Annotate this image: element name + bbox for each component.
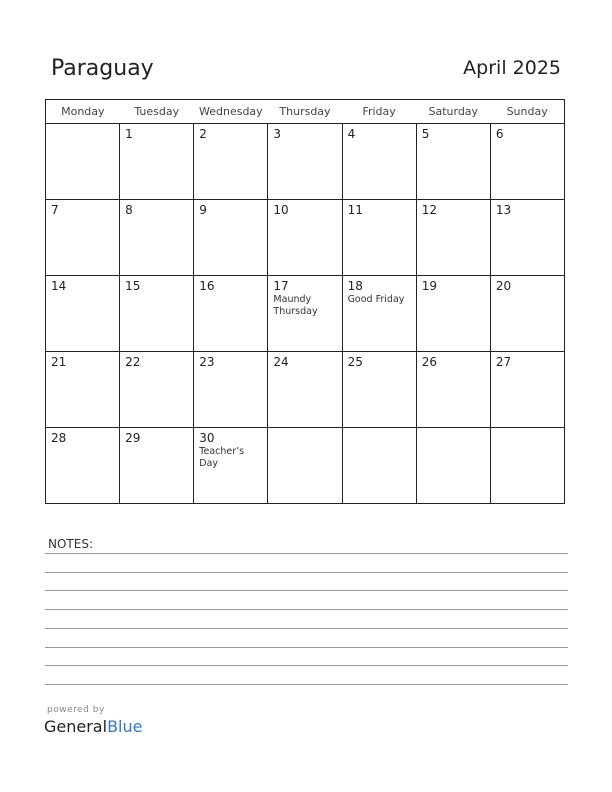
calendar-week-row [46, 200, 565, 276]
calendar-week-row [46, 276, 565, 352]
day-number: 7 [51, 203, 59, 217]
weekday-tuesday: Tuesday [120, 100, 194, 124]
notes-line [45, 665, 568, 666]
day-number: 26 [421, 355, 437, 369]
day-number: 27 [495, 355, 512, 369]
day-number: 12 [421, 203, 437, 217]
calendar-day-cell[interactable] [46, 276, 120, 352]
calendar-day-cell[interactable] [490, 124, 564, 200]
notes-line [45, 609, 568, 610]
calendar-day-cell[interactable] [120, 124, 194, 200]
calendar-day-cell[interactable] [120, 352, 194, 428]
notes-line [45, 628, 568, 629]
day-number: 30 [199, 431, 215, 445]
calendar-day-cell[interactable] [194, 200, 268, 276]
calendar-day-cell[interactable] [268, 428, 342, 504]
day-number: 1 [125, 127, 133, 141]
day-number: 18 [347, 279, 363, 293]
weekday-thursday: Thursday [268, 100, 342, 124]
calendar-day-cell[interactable] [490, 428, 564, 504]
calendar-week-row [46, 124, 565, 200]
calendar-week-row [46, 352, 565, 428]
day-number: 10 [273, 203, 289, 217]
day-number: 22 [125, 355, 141, 369]
day-number: 20 [495, 279, 512, 293]
calendar-day-cell[interactable] [416, 276, 490, 352]
weekday-sunday: Sunday [490, 100, 564, 124]
day-number: 11 [347, 203, 363, 217]
powered-by-text: powered by [47, 705, 105, 715]
generalblue-logo[interactable] [44, 717, 142, 736]
day-number: 6 [495, 127, 504, 141]
notes-line [45, 647, 568, 648]
notes-line [45, 590, 568, 591]
day-number: 8 [125, 203, 133, 217]
calendar-day-cell[interactable] [268, 352, 342, 428]
calendar-grid [45, 99, 565, 504]
calendar-day-cell[interactable] [342, 124, 416, 200]
brand-blue: Blue [107, 717, 143, 736]
calendar-day-cell[interactable] [490, 276, 564, 352]
day-number: 28 [51, 431, 67, 445]
day-number: 25 [347, 355, 363, 369]
day-number: 23 [199, 355, 215, 369]
day-number: 4 [347, 127, 356, 141]
weekday-friday: Friday [342, 100, 416, 124]
weekday-header-row [46, 100, 565, 124]
holiday-label: Teacher’s Day [199, 446, 245, 469]
day-number: 3 [273, 127, 282, 141]
notes-label: NOTES: [48, 537, 93, 551]
day-number: 17 [273, 279, 289, 293]
calendar-day-cell[interactable] [268, 276, 342, 352]
calendar-day-cell[interactable] [268, 124, 342, 200]
calendar-day-cell[interactable] [268, 200, 342, 276]
calendar-month-title: April 2025 [463, 57, 561, 79]
calendar-day-cell[interactable] [46, 200, 120, 276]
holiday-label: Good Friday [347, 294, 405, 305]
day-number: 2 [199, 127, 207, 141]
calendar-day-cell[interactable] [342, 428, 416, 504]
calendar-day-cell[interactable] [194, 428, 268, 504]
day-number: 13 [495, 203, 512, 217]
notes-line [45, 572, 568, 573]
calendar-day-cell[interactable] [416, 352, 490, 428]
calendar-day-cell[interactable] [416, 124, 490, 200]
calendar-day-cell[interactable] [416, 428, 490, 504]
weekday-wednesday: Wednesday [194, 100, 268, 124]
calendar-body [46, 124, 565, 504]
day-number: 14 [51, 279, 67, 293]
day-number: 5 [421, 127, 430, 141]
calendar-week-row [46, 428, 565, 504]
calendar-day-cell[interactable] [194, 124, 268, 200]
weekday-saturday: Saturday [416, 100, 490, 124]
day-number: 21 [51, 355, 67, 369]
calendar-country-title: Paraguay [51, 56, 154, 81]
calendar-day-cell[interactable] [46, 352, 120, 428]
calendar-day-cell[interactable] [120, 200, 194, 276]
day-number: 9 [199, 203, 207, 217]
calendar-day-cell[interactable] [342, 352, 416, 428]
calendar-day-cell[interactable] [490, 200, 564, 276]
calendar-day-cell[interactable] [342, 200, 416, 276]
holiday-label: Maundy Thursday [273, 294, 318, 317]
day-number: 19 [421, 279, 437, 293]
notes-line [45, 553, 568, 554]
calendar-day-cell[interactable] [490, 352, 564, 428]
calendar-day-cell[interactable] [120, 276, 194, 352]
calendar-day-cell[interactable] [120, 428, 194, 504]
calendar-day-cell[interactable] [46, 428, 120, 504]
brand-general: General [44, 717, 108, 736]
calendar-day-cell[interactable] [342, 276, 416, 352]
calendar-day-cell[interactable] [194, 352, 268, 428]
calendar-day-cell[interactable] [194, 276, 268, 352]
notes-line [45, 684, 568, 685]
day-number: 29 [125, 431, 141, 445]
calendar-day-cell[interactable] [416, 200, 490, 276]
weekday-monday: Monday [46, 100, 120, 124]
day-number: 15 [125, 279, 141, 293]
calendar-day-cell[interactable] [46, 124, 120, 200]
day-number: 24 [273, 355, 289, 369]
day-number: 16 [199, 279, 215, 293]
